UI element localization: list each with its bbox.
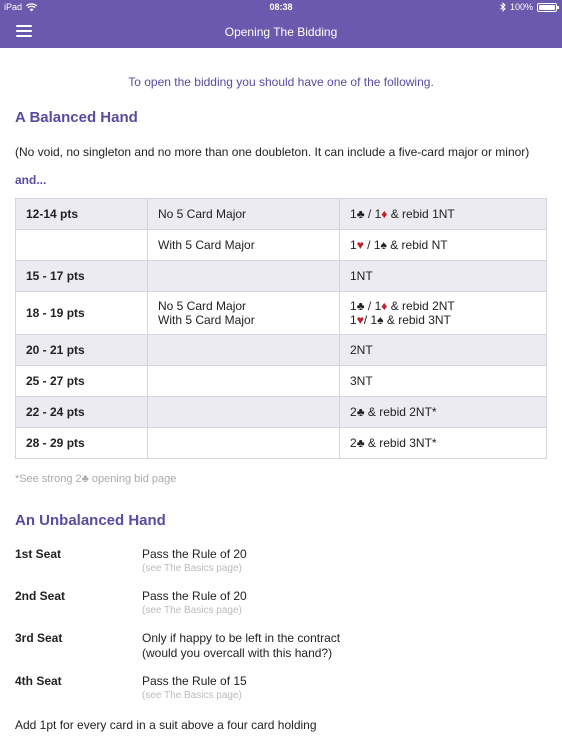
bid-text: & rebid 1NT <box>387 207 455 221</box>
bid-text: & rebid 3NT <box>383 313 451 327</box>
major-line: No 5 Card Major <box>158 207 247 221</box>
bid-text: 1 <box>350 313 357 327</box>
table-row <box>16 261 547 292</box>
seat-label: 1st Seat <box>15 547 62 561</box>
points-cell: 22 - 24 pts <box>16 397 148 428</box>
status-time: 08:38 <box>269 2 293 12</box>
suit-symbol: ♦ <box>381 299 388 313</box>
suit-symbol: ♥ <box>356 313 364 327</box>
major-cell <box>148 292 340 335</box>
seat-rule-line: Pass the Rule of 15 <box>142 674 247 688</box>
bid-cell <box>340 199 547 230</box>
bid-text: & rebid 2NT <box>387 299 455 313</box>
bid-cell <box>340 292 547 335</box>
bid-line <box>350 207 536 221</box>
seat-item <box>15 674 547 703</box>
bid-line <box>350 343 536 357</box>
suit-symbol: ♠ <box>377 313 384 327</box>
points-cell: 28 - 29 pts <box>16 428 148 459</box>
bid-text: / 1 <box>364 207 382 221</box>
seat-rule-line: Pass the Rule of 20 <box>142 547 247 561</box>
device-label: iPad <box>4 2 23 12</box>
bid-line <box>350 374 536 388</box>
points-cell: 15 - 17 pts <box>16 261 148 292</box>
points-cell: 25 - 27 pts <box>16 366 148 397</box>
balanced-description: (No void, no singleton and no more than one doubleton. It can include a five-card major or minor) <box>15 145 530 159</box>
intro-text: To open the bidding you should have one of the following. <box>128 75 434 89</box>
bid-line <box>350 436 536 450</box>
table-row <box>16 366 547 397</box>
battery-icon <box>537 3 557 12</box>
bid-text: 3NT <box>350 374 373 388</box>
bid-text: 1 <box>350 207 357 221</box>
table-row <box>16 199 547 230</box>
basics-page-link[interactable]: (see The Basics page) <box>142 563 242 574</box>
bluetooth-icon <box>500 2 506 12</box>
major-cell <box>148 335 340 366</box>
seat-item <box>15 631 547 661</box>
and-text: and... <box>15 173 47 187</box>
bid-text: 2 <box>350 405 357 419</box>
bid-text: / 1 <box>364 299 382 313</box>
seat-rule <box>142 674 247 703</box>
bid-line <box>350 405 536 419</box>
major-cell <box>148 230 340 261</box>
seat-rule-line: Only if happy to be left in the contract <box>142 631 341 645</box>
bid-text: 2 <box>350 436 357 450</box>
basics-page-link[interactable]: (see The Basics page) <box>142 690 242 701</box>
seat-label: 3rd Seat <box>15 631 63 645</box>
status-bar <box>0 0 562 16</box>
bid-text: & rebid 2NT* <box>364 405 437 419</box>
bid-text: / 1 <box>363 313 378 327</box>
points-cell: 20 - 21 pts <box>16 335 148 366</box>
points-cell <box>16 230 148 261</box>
bid-cell <box>340 397 547 428</box>
bid-text: / 1 <box>363 238 381 252</box>
bid-text: 2NT <box>350 343 373 357</box>
balanced-heading: A Balanced Hand <box>15 109 138 126</box>
major-cell <box>148 261 340 292</box>
suit-symbol: ♣ <box>356 436 365 450</box>
suit-symbol: ♣ <box>356 299 365 313</box>
table-row <box>16 292 547 335</box>
major-cell <box>148 428 340 459</box>
status-right <box>500 2 557 12</box>
suit-symbol: ♥ <box>356 238 364 252</box>
table-row <box>16 230 547 261</box>
major-cell <box>148 366 340 397</box>
bid-cell <box>340 335 547 366</box>
bid-cell <box>340 261 547 292</box>
suit-symbol: ♣ <box>356 207 365 221</box>
major-cell <box>148 397 340 428</box>
points-cell: 18 - 19 pts <box>16 292 148 335</box>
bid-text: & rebid NT <box>386 238 448 252</box>
bid-text: 1 <box>350 238 357 252</box>
unbalanced-heading: An Unbalanced Hand <box>15 512 166 529</box>
bid-text: 1NT <box>350 269 373 283</box>
seat-item <box>15 589 547 618</box>
content <box>15 48 547 732</box>
seat-rule <box>142 589 247 618</box>
seat-rule-line: (would you overcall with this hand?) <box>142 646 333 660</box>
bid-cell <box>340 366 547 397</box>
seat-label: 2nd Seat <box>15 589 66 603</box>
bid-cell <box>340 230 547 261</box>
basics-page-link[interactable]: (see The Basics page) <box>142 605 242 616</box>
bid-line <box>350 269 536 283</box>
bid-line <box>350 238 536 252</box>
bid-line <box>350 299 536 313</box>
footer-text: Add 1pt for every card in a suit above a four card holding <box>15 718 317 732</box>
seat-list <box>15 547 547 703</box>
battery-percent: 100% <box>509 2 533 12</box>
major-line: No 5 Card Major <box>158 299 247 313</box>
table-row <box>16 428 547 459</box>
bid-cell <box>340 428 547 459</box>
suit-symbol: ♦ <box>381 207 388 221</box>
major-line: With 5 Card Major <box>158 313 255 327</box>
bid-line <box>350 313 536 327</box>
seat-label: 4th Seat <box>15 674 62 688</box>
points-cell: 12-14 pts <box>16 199 148 230</box>
strong-2c-note: *See strong 2♣ opening bid page <box>15 473 177 485</box>
seat-rule-line: Pass the Rule of 20 <box>142 589 247 603</box>
balanced-table <box>15 198 547 459</box>
nav-bar <box>0 16 562 48</box>
table-row <box>16 397 547 428</box>
seat-item <box>15 547 547 576</box>
table-row <box>16 335 547 366</box>
major-line: With 5 Card Major <box>158 238 255 252</box>
suit-symbol: ♣ <box>356 405 365 419</box>
page-title: Opening The Bidding <box>224 25 338 39</box>
suit-symbol: ♠ <box>380 238 387 252</box>
major-cell <box>148 199 340 230</box>
seat-rule <box>142 547 247 576</box>
bid-text: & rebid 3NT* <box>364 436 437 450</box>
seat-rule <box>142 631 340 661</box>
bid-text: 1 <box>350 299 357 313</box>
